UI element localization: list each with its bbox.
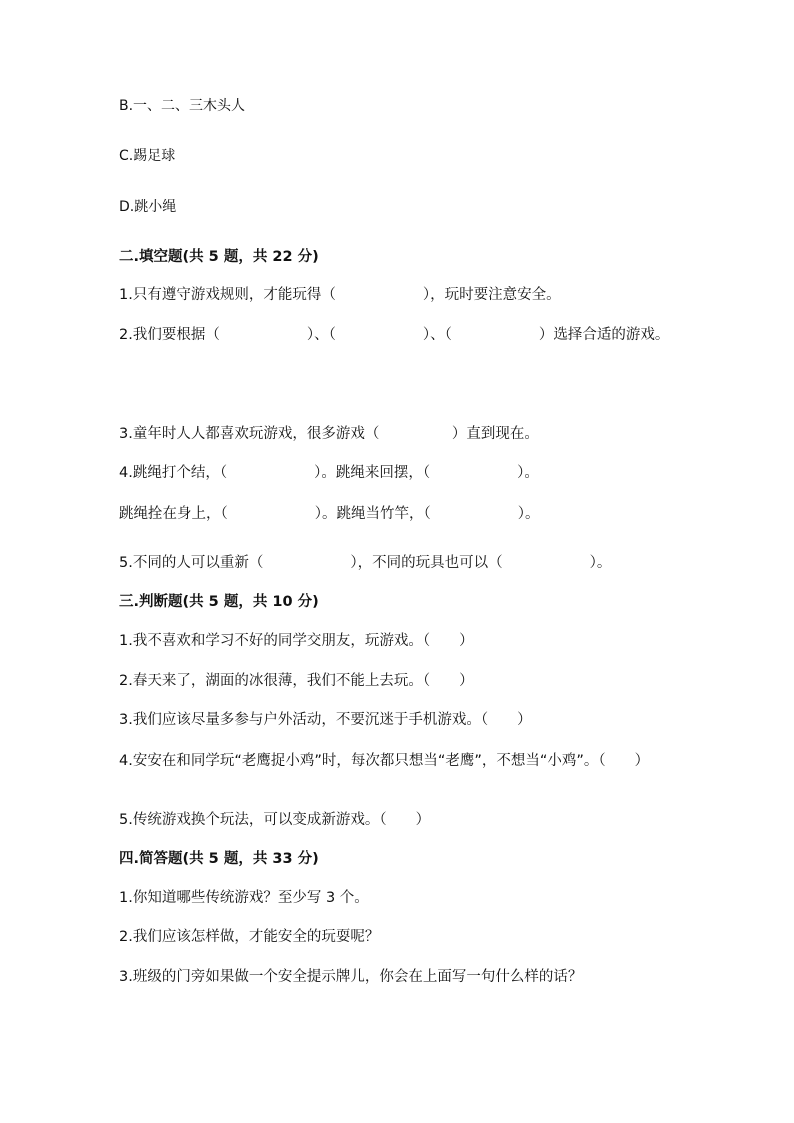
true-false-question-1: 1.我不喜欢和学习不好的同学交朋友，玩游戏。（ ）	[119, 633, 474, 649]
fill-blank-question-3: 3.童年时人人都喜欢玩游戏，很多游戏（ ）直到现在。	[119, 426, 539, 442]
section-heading-short-answer: 四.简答题(共 5 题，共 33 分)	[119, 851, 319, 867]
option-d: D.跳小绳	[119, 199, 177, 215]
section-heading-fill-blank: 二.填空题(共 5 题，共 22 分)	[119, 249, 319, 265]
section-heading-true-false: 三.判断题(共 5 题，共 10 分)	[119, 594, 319, 610]
true-false-question-4: 4.安安在和同学玩“老鹰捉小鸡”时，每次都只想当“老鹰”，不想当“小鸡”。（ ）	[119, 753, 650, 769]
fill-blank-question-1: 1.只有遵守游戏规则，才能玩得（ ），玩时要注意安全。	[119, 287, 561, 303]
short-answer-question-3: 3.班级的门旁如果做一个安全提示牌儿，你会在上面写一句什么样的话？	[119, 969, 583, 985]
option-c: C.踢足球	[119, 148, 176, 164]
fill-blank-question-2: 2.我们要根据（ ）、（ ）、（ ）选择合适的游戏。	[119, 327, 670, 343]
fill-blank-question-4-line-2: 跳绳拴在身上，（ ）。跳绳当竹竿，（ ）。	[119, 506, 540, 522]
true-false-question-2: 2.春天来了，湖面的冰很薄，我们不能上去玩。（ ）	[119, 673, 474, 689]
short-answer-question-2: 2.我们应该怎样做，才能安全的玩耍呢？	[119, 929, 380, 945]
true-false-question-5: 5.传统游戏换个玩法，可以变成新游戏。（ ）	[119, 812, 431, 828]
fill-blank-question-5: 5.不同的人可以重新（ ），不同的玩具也可以（ ）。	[119, 555, 612, 571]
fill-blank-question-4-line-1: 4.跳绳打个结，（ ）。跳绳来回摆，（ ）。	[119, 465, 539, 481]
option-b: B.一、二、三木头人	[119, 98, 246, 114]
short-answer-question-1: 1.你知道哪些传统游戏？至少写 3 个。	[119, 890, 369, 906]
true-false-question-3: 3.我们应该尽量多参与户外活动，不要沉迷于手机游戏。（ ）	[119, 712, 532, 728]
